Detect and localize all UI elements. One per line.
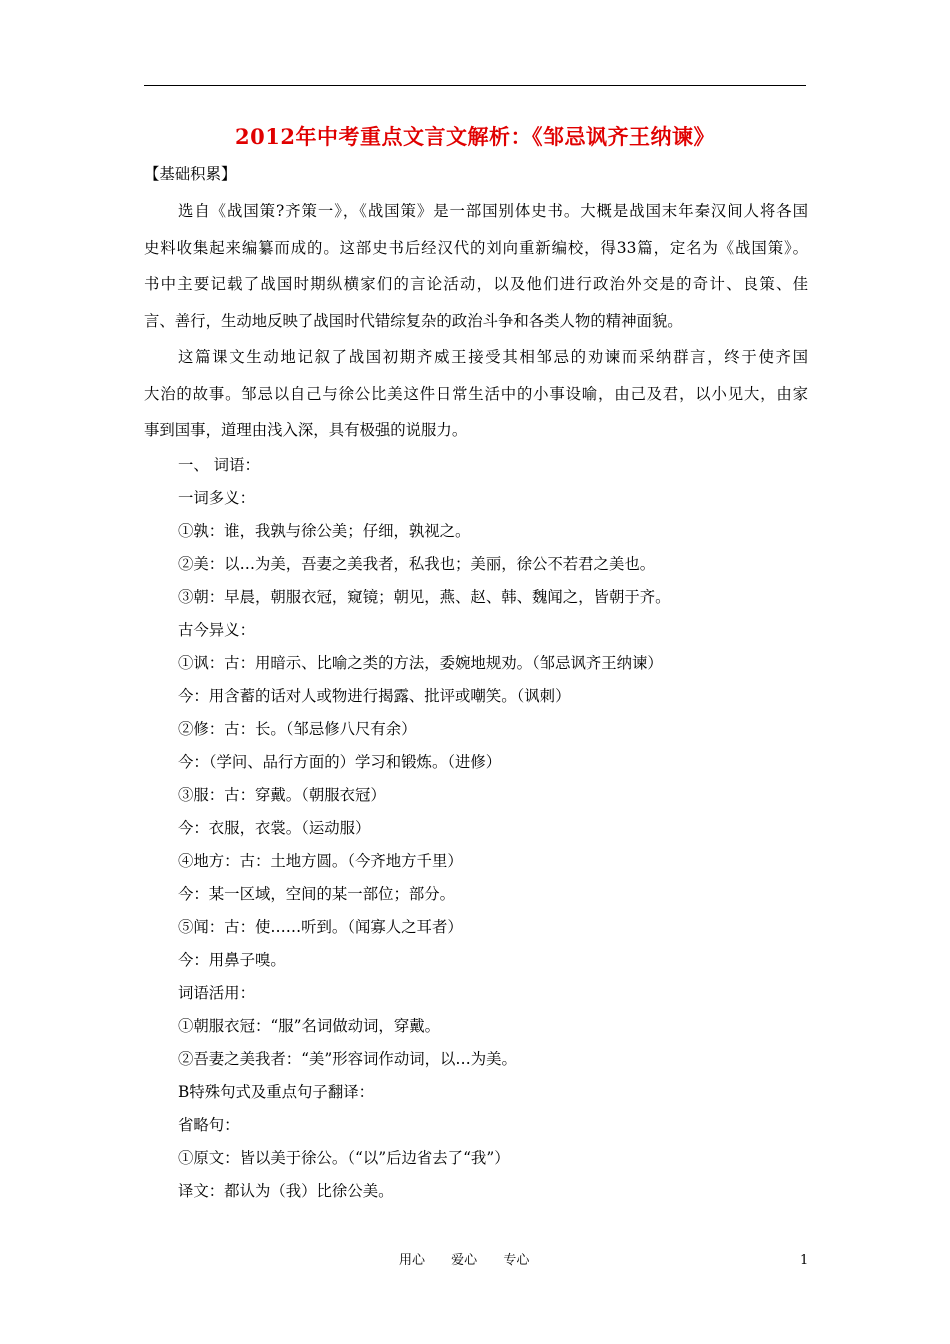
paragraph-line: 大治的故事。邹忌以自己与徐公比美这件日常生活中的小事设喻，由己及君，以小见大，由家	[144, 384, 808, 403]
list-item: 古今异义：	[178, 620, 255, 639]
list-item: ①讽：古：用暗示、比喻之类的方法，委婉地规劝。（邹忌讽齐王纳谏）	[178, 653, 663, 672]
paragraph-line: 史料收集起来编纂而成的。这部史书后经汉代的刘向重新编校，得33篇，定名为《战国策》。	[144, 238, 808, 257]
vocabulary-list	[144, 449, 808, 1208]
page-number: 1	[800, 1253, 809, 1268]
list-item: 译文：都认为（我）比徐公美。	[178, 1181, 394, 1200]
list-item: ①孰：谁，我孰与徐公美；仔细，孰视之。	[178, 521, 471, 540]
list-item: 今：（学问、品行方面的）学习和锻炼。（进修）	[178, 752, 502, 771]
footer-motto-item: 专心	[503, 1253, 530, 1268]
paragraph-line: 书中主要记载了战国时期纵横家们的言论活动，以及他们进行政治外交是的奇计、良策、佳	[144, 275, 808, 293]
list-item: 词语活用：	[178, 983, 255, 1002]
footer-motto-item: 爱心	[451, 1253, 478, 1268]
footer-motto-item: 用心	[399, 1253, 426, 1268]
list-item: ③朝：早晨，朝服衣冠，窥镜；朝见，燕、赵、韩、魏闻之，皆朝于齐。	[178, 587, 671, 606]
page-footer	[0, 1250, 950, 1272]
paragraph-summary	[144, 339, 808, 449]
paragraph-source	[144, 193, 808, 339]
list-item: ⑤闻：古：使……听到。（闻寡人之耳者）	[178, 917, 463, 936]
list-item: 一词多义：	[178, 488, 255, 507]
list-item: 今：某一区域，空间的某一部位；部分。	[178, 884, 456, 903]
list-item: 省略句：	[178, 1115, 240, 1134]
list-item: 一、 词语：	[178, 455, 260, 474]
paragraph-line: 选自《战国策?齐策一》，《战国策》是一部国别体史书。大概是战国末年秦汉间人将各国	[178, 202, 808, 220]
footer-motto	[399, 1250, 551, 1272]
list-item: ②修：古：长。（邹忌修八尺有余）	[178, 719, 417, 738]
paragraph-line: 事到国事，道理由浅入深，具有极强的说服力。	[144, 421, 468, 439]
list-item: ③服：古：穿戴。（朝服衣冠）	[178, 785, 386, 804]
list-item: ①原文：皆以美于徐公。（“以”后边省去了“我”）	[178, 1148, 510, 1167]
section-heading-basic: 【基础积累】	[144, 165, 237, 183]
list-item: 今：用含蓄的话对人或物进行揭露、批评或嘲笑。（讽刺）	[178, 686, 571, 705]
list-item: 今：用鼻子嗅。	[178, 950, 286, 969]
list-item: ①朝服衣冠：“服”名词做动词，穿戴。	[178, 1016, 440, 1035]
list-item: 今：衣服，衣裳。（运动服）	[178, 818, 371, 837]
header-rule	[144, 85, 806, 86]
paragraph-line: 这篇课文生动地记叙了战国初期齐威王接受其相邹忌的劝谏而采纳群言，终于使齐国	[178, 348, 808, 366]
list-item: B特殊句式及重点句子翻译：	[178, 1082, 374, 1101]
list-item: ②美：以…为美，吾妻之美我者，私我也；美丽，徐公不若君之美也。	[178, 554, 656, 573]
page-title: 2012年中考重点文言文解析：《邹忌讽齐王纳谏》	[235, 124, 715, 149]
list-item: ②吾妻之美我者：“美”形容词作动词，以…为美。	[178, 1049, 517, 1068]
list-item: ④地方：古：土地方圆。（今齐地方千里）	[178, 851, 463, 870]
paragraph-line: 言、善行，生动地反映了战国时代错综复杂的政治斗争和各类人物的精神面貌。	[144, 311, 683, 330]
document-body	[144, 158, 808, 1208]
